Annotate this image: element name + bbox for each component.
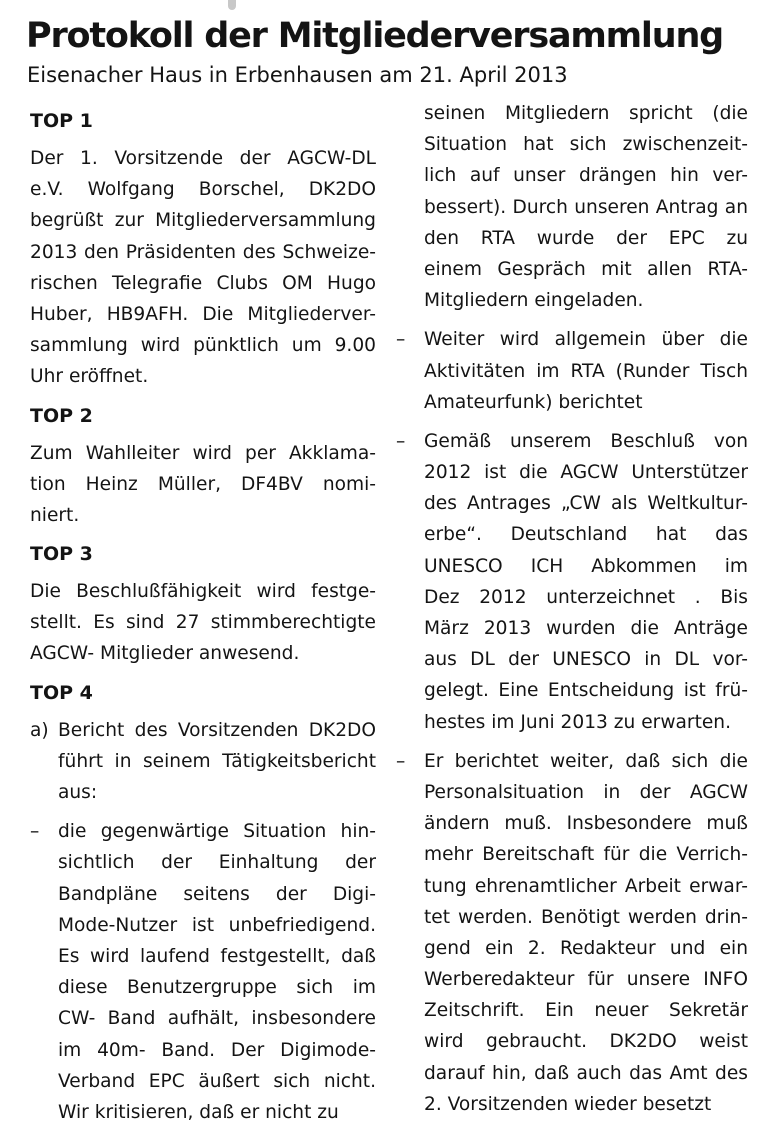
text-line: Weiter wird allgemein über die [424,329,748,351]
text-line: tung ehrenamtlicher Arbeit erwar- [424,875,748,897]
text-line: Er berichtet weiter, daß sich die [424,750,748,772]
text-line: Uhr eröffnet. [30,366,149,388]
top3-paragraph [30,576,376,670]
text-line: Es wird laufend festgestellt, daß [58,945,376,967]
text-line: Werberedakteur für unsere INFO [424,969,748,991]
list-marker: – [396,430,406,452]
text-line: März 2013 wurden die Anträge [424,618,748,639]
left-column [30,98,376,1136]
text-line: gelegt. Eine Entscheidung ist frü- [424,680,748,702]
text-line: UNESCO ICH Abkommen im [424,555,748,577]
text-line: tet werden. Benötigt werden drin- [424,906,748,928]
document-title: Protokoll der Mitgliederversammlung [26,16,724,56]
list-marker: – [30,821,40,843]
top1-paragraph [30,143,376,393]
text-line: Situation hat sich zwischenzeit- [424,134,748,156]
text-line: bessert). Durch unseren Antrag an [424,196,748,218]
text-line: die gegenwärtige Situation hin- [58,821,376,843]
text-line: Bericht des Vorsitzenden DK2DO [58,719,376,741]
top4-dash-item-3 [396,426,748,738]
text-line: Der 1. Vorsitzende der AGCW-DL [30,148,376,169]
text-line: lich auf unser drängen hin ver- [424,165,748,187]
top1-heading: TOP 1 [30,110,93,132]
text-line: Zeitschrift. Ein neuer Sekretär [424,1000,748,1022]
text-line: aus DL der UNESCO in DL vor- [424,649,748,671]
document-subtitle: Eisenacher Haus in Erbenhausen am 21. April 2013 [27,63,568,87]
list-item-text [424,426,748,738]
text-line: 2. Vorsitzenden wieder besetzt [424,1093,712,1115]
text-line: sammlung wird pünktlich um 9.00 [30,335,376,357]
right-column [396,98,748,1128]
text-line: stellt. Es sind 27 stimmberechtigte [30,612,376,634]
text-line: den RTA wurde der EPC zu [424,227,748,249]
text-line: Dez 2012 unterzeichnet . Bis [424,586,748,608]
text-line: gend ein 2. Redakteur und ein [424,937,748,959]
text-line: darauf hin, daß auch das Amt des [424,1062,748,1084]
text-line: Personalsituation in der AGCW [424,781,748,803]
text-line: hestes im Juni 2013 zu erwarten. [424,711,731,733]
top4-item-a [30,715,376,809]
list-item-text [424,746,748,1120]
text-line: Mode-Nutzer ist unbefriedigend. [58,914,376,936]
text-line: 2012 ist die AGCW Unterstützer [424,462,748,484]
text-line: sichtlich der Einhaltung der [58,852,376,874]
text-line: mehr Bereitschaft für die Verrich- [424,844,748,866]
text-line: rischen Telegrafie Clubs OM Hugo [30,272,376,294]
text-line: im 40m- Band. Der Digimode- [58,1039,376,1061]
text-line: tion Heinz Müller, DF4BV nomi- [30,473,376,495]
text-line: einem Gespräch mit allen RTA- [424,258,748,280]
text-line: ändern muß. Insbesondere muß [424,813,748,835]
text-line: aus: [58,782,98,803]
top4-dash-item-4 [396,746,748,1120]
top2-heading: TOP 2 [30,404,93,427]
top4-heading: TOP 4 [30,681,93,704]
scan-smudge [228,0,236,10]
text-line: Mitgliedern eingeladen. [424,290,644,312]
text-line: CW- Band aufhält, insbesondere [58,1008,376,1030]
text-line: niert. [30,504,80,526]
text-line: Wir kritisieren, daß er nicht zu [58,1101,339,1123]
text-line: Die Beschlußfähigkeit wird festge- [30,581,376,603]
text-line: Huber, HB9AFH. Die Mitgliederver- [30,303,376,325]
list-item-text [58,816,376,1128]
text-line: erbe“. Deutschland hat das [424,524,748,546]
text-line: führt in seinem Tätigkeitsbericht [58,750,376,772]
text-line: Gemäß unserem Beschluß von [424,430,748,452]
list-item-text [58,715,376,809]
text-line: begrüßt zur Mitgliederversammlung [30,210,376,232]
text-line: Bandpläne seitens der Digi- [58,883,376,905]
text-line: seinen Mitgliedern spricht (die [424,103,748,124]
list-marker: – [396,329,406,351]
text-line: Aktivitäten im RTA (Runder Tisch [424,360,748,382]
continuation-text [396,98,748,316]
top3-heading: TOP 3 [30,543,93,566]
top4-dash-item-1 [30,816,376,1128]
text-line: Zum Wahlleiter wird per Akklama- [30,442,376,464]
text-line: AGCW- Mitglieder anwesend. [30,643,300,665]
text-line: e.V. Wolfgang Borschel, DK2DO [30,179,376,201]
text-line: diese Benutzergruppe sich im [58,977,376,999]
top4-dash-item-2 [396,324,748,418]
top2-paragraph [30,438,376,532]
text-line: Verband EPC äußert sich nicht. [58,1070,376,1092]
text-line: des Antrages „CW als Weltkultur- [424,493,748,515]
list-item-text [424,324,748,418]
list-marker: a) [30,719,49,741]
list-marker: – [396,750,406,772]
text-line: Amateurfunk) berichtet [424,391,643,413]
text-line: 2013 den Präsidenten des Schweize- [30,241,376,263]
text-line: wird gebraucht. DK2DO weist [424,1031,748,1053]
